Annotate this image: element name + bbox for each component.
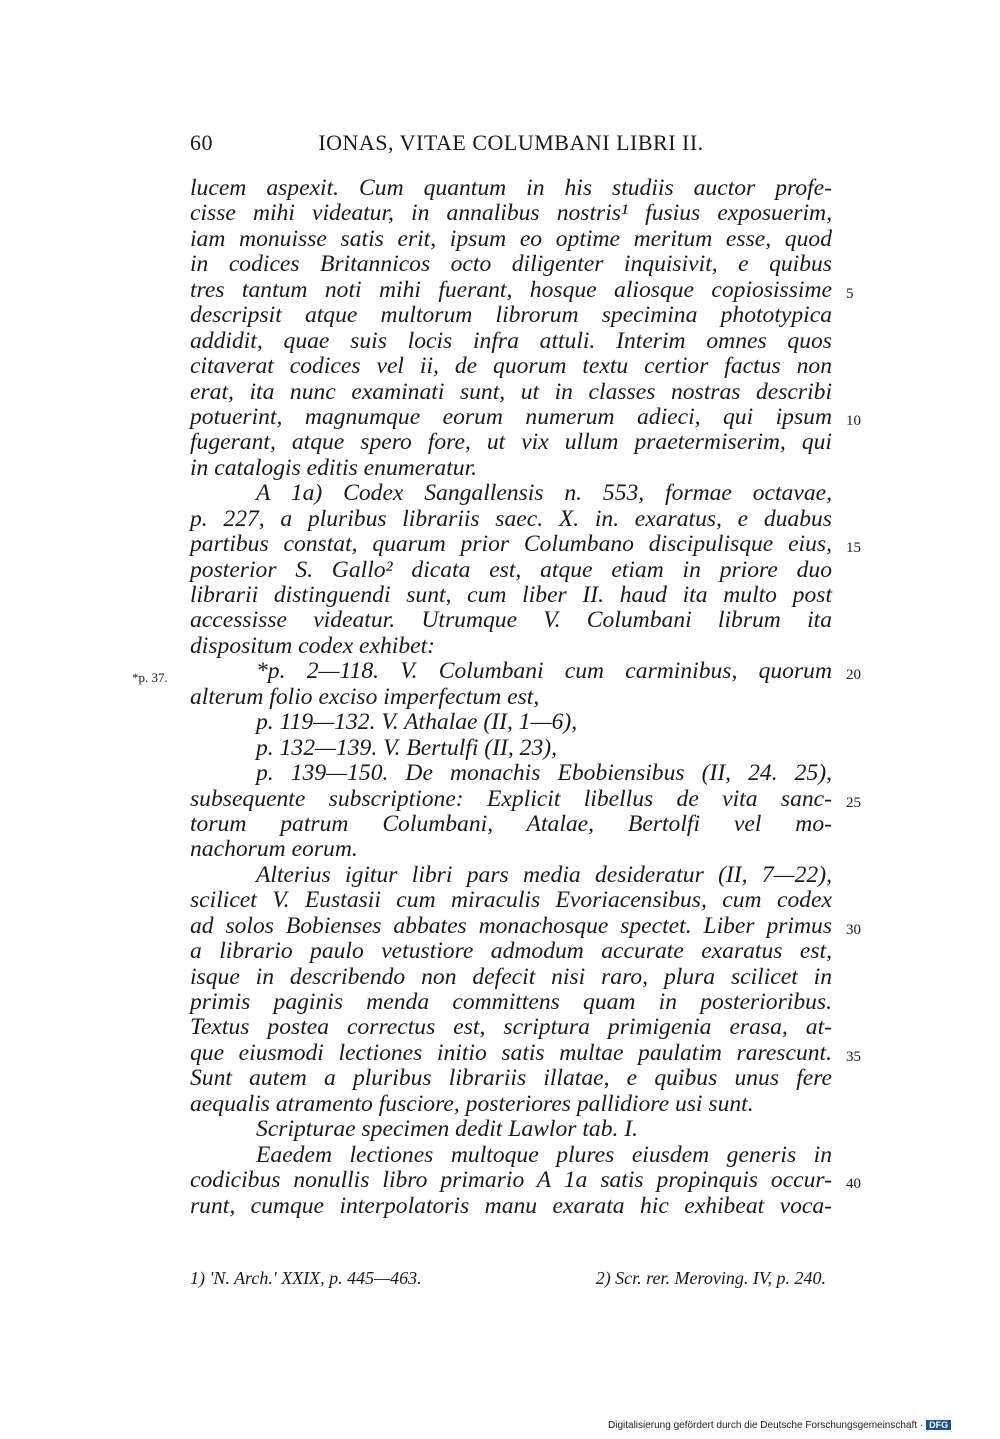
text-line bbox=[190, 990, 832, 1015]
line-text: alterum folio exciso imperfectum est, bbox=[190, 683, 540, 710]
line-text: accessisse videatur. Utrumque V. Columbani librum ita bbox=[190, 607, 832, 634]
text-line bbox=[190, 939, 832, 964]
line-number: 25 bbox=[846, 794, 861, 811]
line-number: 5 bbox=[846, 285, 854, 302]
main-text bbox=[132, 175, 861, 1219]
line-text: librarii distinguendi sunt, cum liber II. haud ita multo post bbox=[190, 582, 832, 608]
text-line bbox=[190, 1066, 832, 1091]
footnote-1: 1) 'N. Arch.' XXIX, p. 445—463. bbox=[190, 1268, 422, 1288]
line-text: que eiusmodi lectiones initio satis multae paulatim rarescunt. bbox=[190, 1039, 832, 1066]
text-line bbox=[190, 227, 832, 252]
text-line bbox=[190, 608, 832, 633]
text-line bbox=[190, 456, 832, 481]
line-text: runt, cumque interpolatoris manu exarata hic exhibeat voca- bbox=[190, 1192, 832, 1219]
line-text: primis paginis menda committens quam in posterioribus. bbox=[190, 989, 832, 1015]
line-text: torum patrum Columbani, Atalae, Bertolfi vel mo- bbox=[190, 810, 832, 837]
line-number: 15 bbox=[846, 540, 861, 557]
line-text: potuerint, magnumque eorum numerum adieci, qui ipsum bbox=[190, 403, 832, 430]
line-text: lucem aspexit. Cum quantum in his studiis auctor profe- bbox=[190, 175, 832, 201]
line-text: Sunt autem a pluribus librariis illatae, e quibus unus fere bbox=[190, 1065, 832, 1092]
text-line bbox=[190, 812, 832, 837]
text-line bbox=[190, 558, 832, 583]
text-line bbox=[190, 785, 861, 812]
text-line bbox=[190, 403, 861, 430]
line-text: *p. 2—118. V. Columbani cum carminibus, quorum bbox=[256, 658, 832, 685]
line-text: p. 227, a pluribus librariis saec. X. in. exaratus, e duabus bbox=[190, 505, 832, 532]
line-text: nachorum eorum. bbox=[190, 836, 358, 863]
text-line bbox=[190, 354, 832, 379]
line-text: A 1a) Codex Sangallensis n. 553, formae octavae, bbox=[256, 480, 832, 507]
line-text: Eaedem lectiones multoque plures eiusdem generis in bbox=[256, 1141, 832, 1168]
text-line bbox=[190, 430, 832, 455]
text-line bbox=[190, 1167, 861, 1194]
line-text: Scripturae specimen dedit Lawlor tab. I. bbox=[256, 1116, 639, 1143]
text-line bbox=[190, 965, 832, 990]
text-line bbox=[190, 531, 861, 558]
line-text: dispositum codex exhibet: bbox=[190, 632, 436, 659]
text-line bbox=[190, 1143, 832, 1168]
text-line bbox=[190, 685, 832, 710]
line-text: codicibus nonullis libro primario A 1a satis propinquis occur- bbox=[190, 1167, 832, 1194]
text-line bbox=[190, 863, 832, 888]
credit-text: Digitalisierung gefördert durch die Deutsche Forschungsgemeinschaft · bbox=[608, 1420, 924, 1431]
line-text: iam monuisse satis erit, ipsum eo optime meritum esse, quod bbox=[190, 225, 832, 252]
text-line bbox=[190, 1117, 832, 1142]
text-line bbox=[190, 1039, 861, 1066]
line-text: scilicet V. Eustasii cum miraculis Evoriacensibus, cum codex bbox=[190, 887, 832, 914]
text-line bbox=[190, 380, 832, 405]
text-line bbox=[190, 736, 832, 761]
text-line bbox=[190, 201, 832, 226]
digitization-credit bbox=[608, 1420, 951, 1431]
footnotes bbox=[190, 1268, 832, 1289]
line-number: 40 bbox=[846, 1176, 861, 1193]
text-line bbox=[190, 329, 832, 354]
text-line bbox=[190, 176, 832, 201]
line-number: 10 bbox=[846, 412, 861, 429]
line-text: ad solos Bobienses abbates monachosque spectet. Liber primus bbox=[190, 912, 832, 939]
text-line bbox=[132, 658, 861, 686]
line-text: subsequente subscriptione: Explicit libellus de vita sanc- bbox=[190, 785, 832, 812]
line-text: erat, ita nunc examinati sunt, ut in classes nostras describi bbox=[190, 378, 832, 405]
text-line bbox=[190, 761, 832, 786]
line-text: isque in describendo non defecit nisi raro, plura scilicet in bbox=[190, 963, 832, 990]
line-text: partibus constat, quarum prior Columbano discipulisque eius, bbox=[190, 531, 832, 558]
line-text: in catalogis editis enumeratur. bbox=[190, 454, 478, 481]
text-line bbox=[190, 710, 832, 735]
text-line bbox=[190, 507, 832, 532]
page-number: 60 bbox=[190, 130, 213, 155]
line-text: Alterius igitur libri pars media desideratur (II, 7—22), bbox=[256, 861, 832, 888]
line-text: p. 139—150. De monachis Ebobiensibus (II, 24. 25), bbox=[256, 760, 832, 787]
line-text: addidit, quae suis locis infra attuli. Interim omnes quos bbox=[190, 327, 832, 354]
line-number: 30 bbox=[846, 921, 861, 938]
text-line bbox=[190, 252, 832, 277]
text-line bbox=[190, 912, 861, 939]
line-number: 20 bbox=[846, 667, 861, 684]
line-text: posterior S. Gallo² dicata est, atque etiam in priore duo bbox=[190, 556, 832, 583]
line-text: cisse mihi videatur, in annalibus nostris¹ fusius exposuerim, bbox=[190, 200, 832, 227]
line-text: Textus postea correctus est, scriptura primigenia erasa, at- bbox=[190, 1014, 832, 1041]
line-number: 35 bbox=[846, 1048, 861, 1065]
text-line bbox=[190, 303, 832, 328]
dfg-logo: DFG bbox=[926, 1420, 951, 1430]
text-line bbox=[190, 1194, 832, 1219]
running-title: IONAS, VITAE COLUMBANI LIBRI II. bbox=[318, 130, 704, 155]
line-text: descripsit atque multorum librorum specimina phototypica bbox=[190, 302, 832, 329]
text-line bbox=[190, 481, 832, 506]
line-text: fugerant, atque spero fore, ut vix ullum praetermiserim, qui bbox=[190, 429, 832, 456]
line-text: citaverat codices vel ii, de quorum textu certior factus non bbox=[190, 353, 832, 380]
text-line bbox=[190, 634, 832, 659]
line-text: a librario paulo vetustiore admodum accurate exaratus est, bbox=[190, 938, 832, 965]
line-text: p. 132—139. V. Bertulfi (II, 23), bbox=[256, 734, 558, 761]
line-text: tres tantum noti mihi fuerant, hosque aliosque copiosissime bbox=[190, 276, 832, 303]
footnote-2: 2) Scr. rer. Meroving. IV, p. 240. bbox=[595, 1268, 826, 1288]
text-line bbox=[190, 1092, 832, 1117]
text-line bbox=[190, 888, 832, 913]
text-line bbox=[190, 583, 832, 608]
line-text: aequalis atramento fusciore, posteriores pallidiore usi sunt. bbox=[190, 1090, 754, 1117]
line-text: p. 119—132. V. Athalae (II, 1—6), bbox=[256, 709, 578, 736]
line-text: in codices Britannicos octo diligenter inquisivit, e quibus bbox=[190, 251, 832, 278]
margin-reference: *p. 37. bbox=[132, 670, 168, 686]
text-line bbox=[190, 276, 854, 303]
text-line bbox=[190, 837, 832, 862]
text-line bbox=[190, 1015, 832, 1040]
